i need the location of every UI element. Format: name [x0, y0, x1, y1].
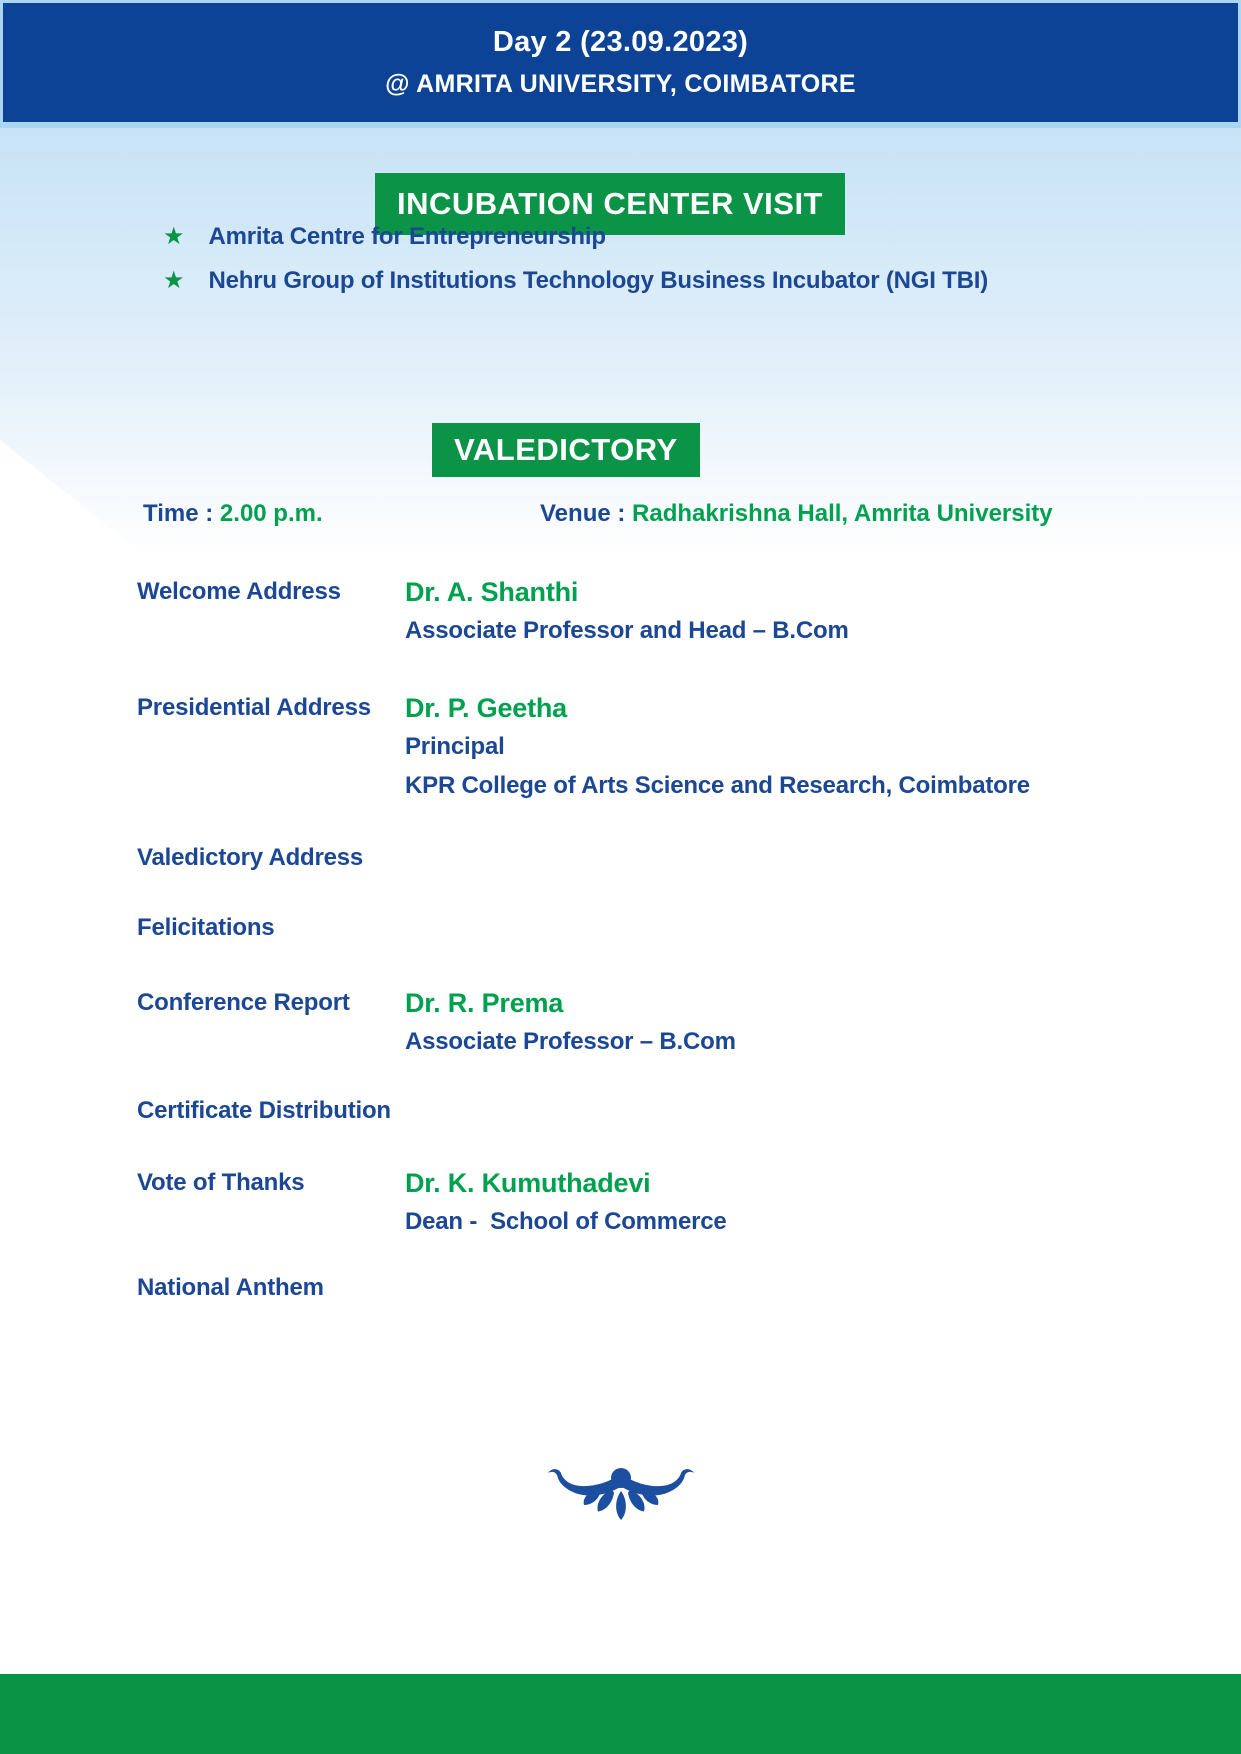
valedictory-banner: VALEDICTORY	[432, 423, 700, 477]
speaker-designation: Associate Professor – B.Com	[405, 1028, 736, 1055]
schedule-item	[137, 843, 1201, 873]
ornament-container	[0, 1466, 1241, 1528]
speaker-designation: KPR College of Arts Science and Research, Coimbatore	[405, 772, 1030, 799]
incubation-bullet-list	[163, 222, 988, 310]
schedule-item	[137, 577, 1201, 650]
speaker-designation: Associate Professor and Head – B.Com	[405, 617, 849, 644]
bullet-text: Nehru Group of Institutions Technology Business Incubator (NGI TBI)	[208, 267, 989, 294]
schedule-item-details	[405, 693, 1201, 805]
schedule-item	[137, 988, 1201, 1061]
schedule-item-label: Certificate Distribution	[137, 1097, 391, 1124]
schedule-item-details	[405, 1168, 1201, 1241]
speaker-name: Dr. K. Kumuthadevi	[405, 1168, 651, 1198]
event-location-subtitle: @ AMRITA UNIVERSITY, COIMBATORE	[385, 70, 856, 98]
footer-band	[0, 1674, 1241, 1754]
time-field	[143, 500, 323, 528]
speaker-designation: Principal	[405, 733, 505, 760]
speaker-name: Dr. A. Shanthi	[405, 577, 579, 607]
venue-label: Venue :	[540, 500, 633, 527]
speaker-name: Dr. P. Geetha	[405, 693, 567, 723]
incubation-banner: INCUBATION CENTER VISIT	[375, 173, 845, 235]
speaker-name: Dr. R. Prema	[405, 988, 564, 1018]
floral-flourish-icon	[545, 1466, 697, 1528]
schedule-item	[137, 693, 1201, 805]
star-icon: ★	[163, 223, 185, 250]
schedule-item-label: Conference Report	[137, 989, 350, 1016]
event-day-title: Day 2 (23.09.2023)	[492, 26, 749, 58]
schedule-item	[137, 1168, 1201, 1241]
time-value: 2.00 p.m.	[219, 500, 323, 527]
schedule-item-label: Vote of Thanks	[137, 1169, 305, 1196]
schedule-item	[137, 1096, 1201, 1126]
schedule-item	[137, 1273, 1201, 1303]
venue-field	[540, 500, 1053, 528]
star-icon: ★	[163, 267, 185, 294]
venue-value: Radhakrishna Hall, Amrita University	[632, 500, 1053, 527]
schedule-item-label: Valedictory Address	[137, 844, 364, 871]
header-border	[0, 0, 1241, 128]
schedule-item-label: Welcome Address	[137, 578, 341, 605]
schedule-item-label: National Anthem	[137, 1274, 324, 1301]
header-band	[3, 3, 1238, 122]
schedule-item	[137, 913, 1201, 943]
bullet-text: Amrita Centre for Entrepreneurship	[208, 223, 606, 250]
bullet-item	[163, 266, 988, 295]
bullet-item	[163, 222, 988, 251]
schedule-item-label: Presidential Address	[137, 694, 371, 721]
schedule-item-details	[405, 577, 1201, 650]
time-label: Time :	[143, 500, 220, 527]
schedule-item-label: Felicitations	[137, 914, 275, 941]
schedule-item-details	[405, 988, 1201, 1061]
time-venue-row	[0, 500, 1241, 534]
speaker-designation: Dean - School of Commerce	[405, 1208, 727, 1235]
